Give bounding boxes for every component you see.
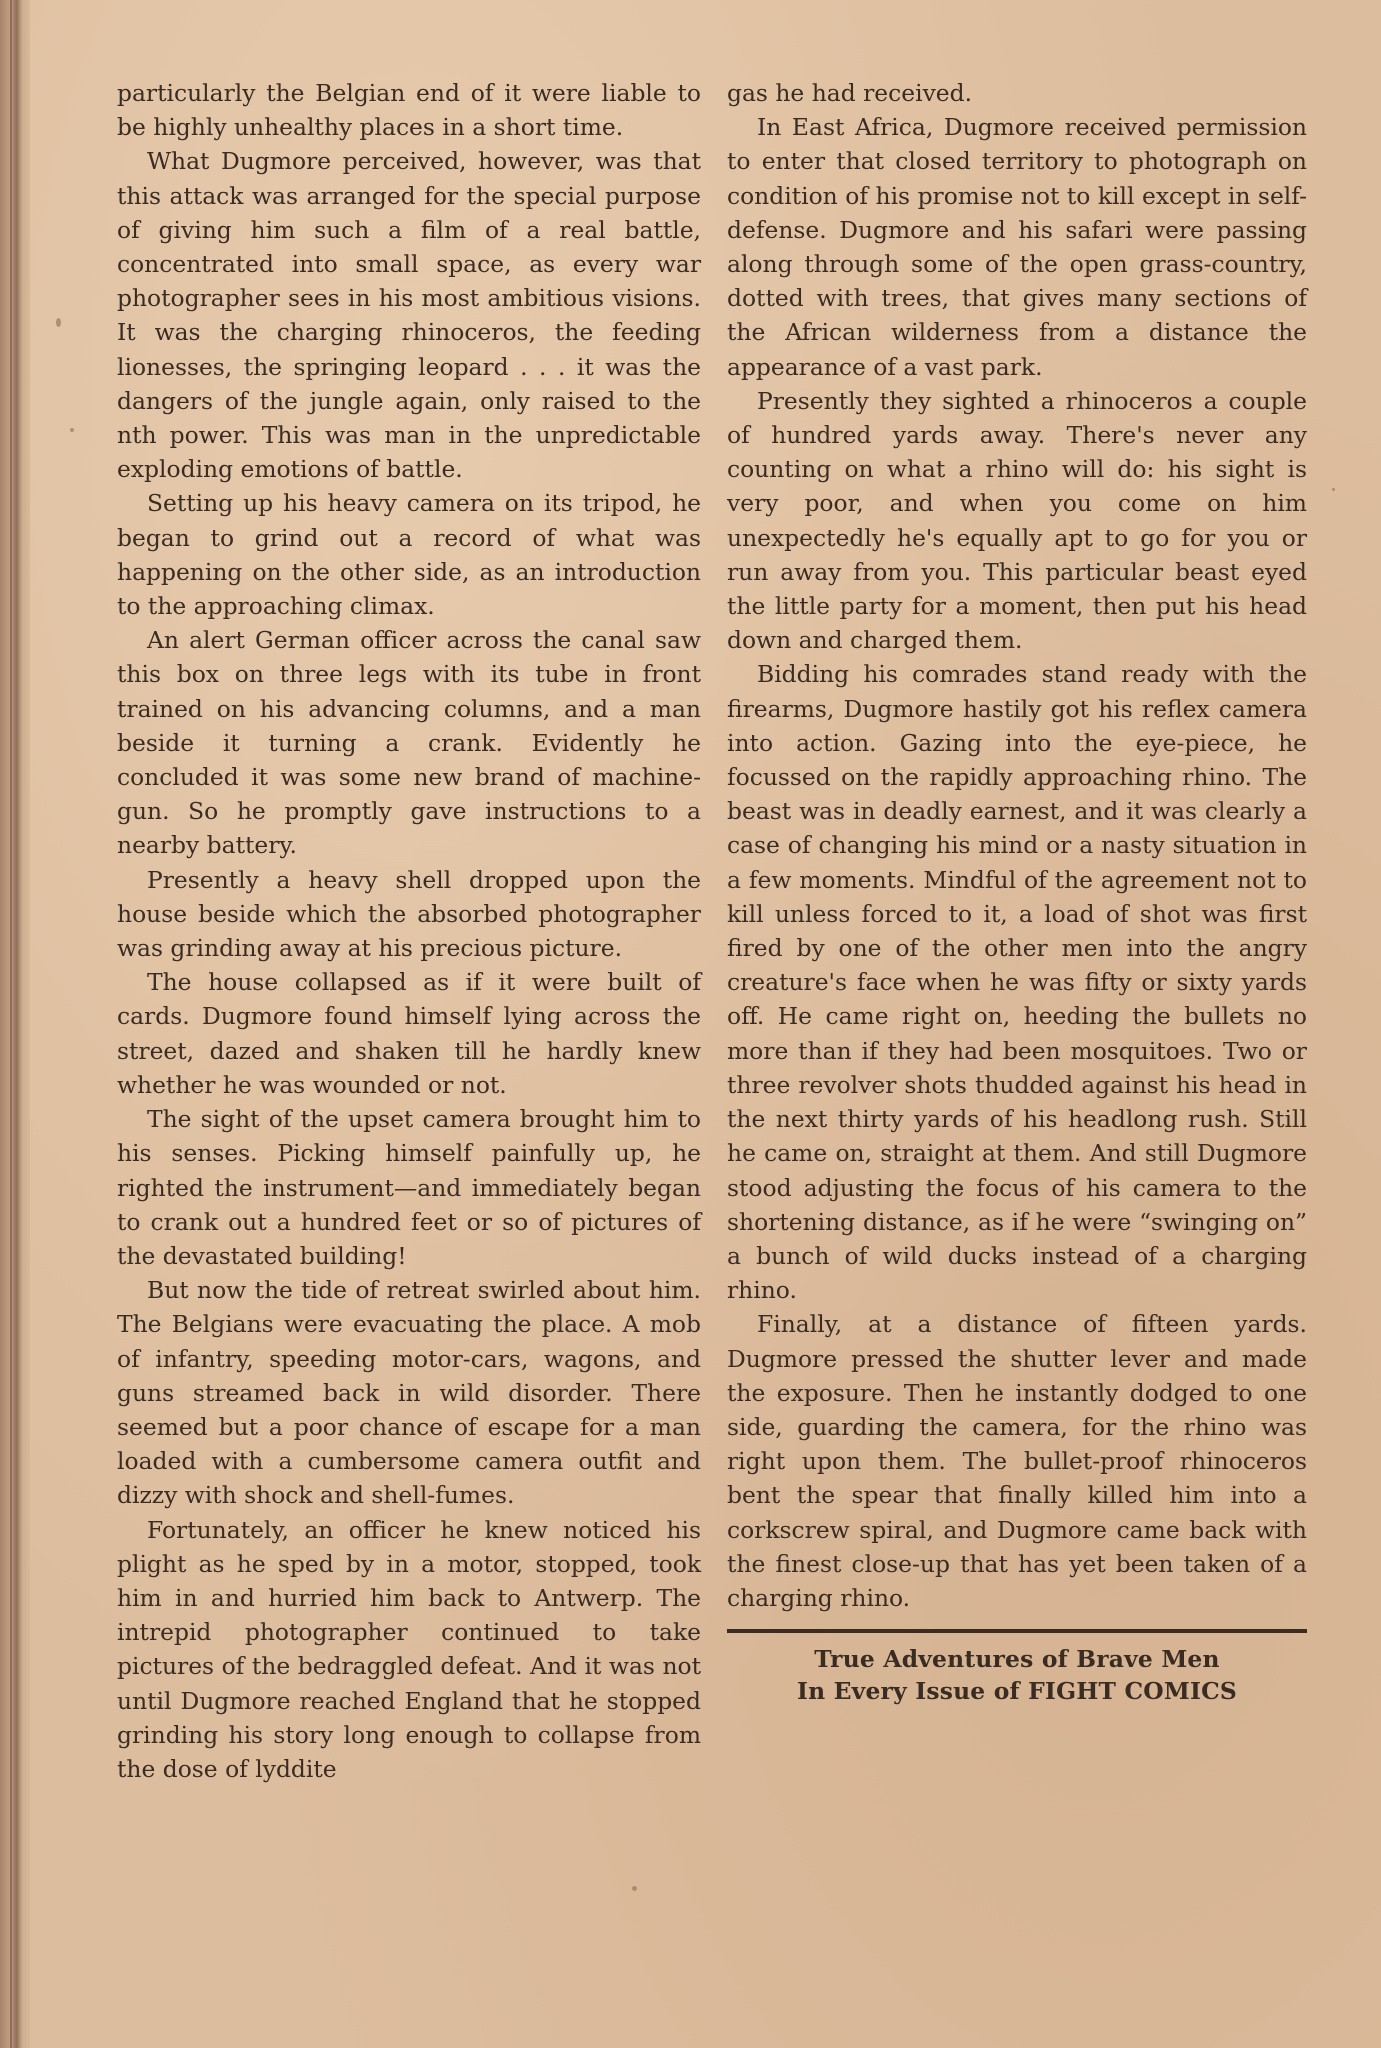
paper-speck <box>632 1886 637 1891</box>
binding-spine <box>0 0 30 2048</box>
paragraph: Fortunately, an officer he knew noticed his plight as he sped by in a motor, stopped, took him in and hurried him back to Antwerp. The intrepid photographer continued to take pictures of the bedraggled defeat. And it was not until Dugmore reached England that he stopped grinding his story long enough to collapse from the dose of lyddite <box>117 1515 701 1783</box>
paragraph: The house collapsed as if it were built of cards. Dugmore found himself lying across the street, dazed and shaken till he hardly knew whether he was wounded or not. <box>117 968 701 1099</box>
paragraph: Presently a heavy shell dropped upon the house beside which the absorbed photographer was grinding away at his precious picture. <box>117 865 701 963</box>
paragraph: Presently they sighted a rhinoceros a couple of hundred yards away. There's never any counting on what a rhino will do: his sight is very poor, and when you come on him unexpectedly he's equally apt to go for you or run away from you. This particular beast eyed the little party for a moment, then put his head down and charged them. <box>727 386 1307 655</box>
paragraph: An alert German officer across the canal saw this box on three legs with its tube in front trained on his advancing columns, and a man beside it turning a crank. Evidently he concluded it was some new brand of machine-gun. So he promptly gave instructions to a nearby battery. <box>117 626 701 860</box>
paragraph: Bidding his comrades stand ready with the firearms, Dugmore hastily got his reflex camera into action. Gazing into the eye-piece, he focussed on the rapidly approaching rhino. The beast was in deadly earnest, and it was clearly a case of changing his mind or a nasty situation in a few moments. Mindful of the agreement not to kill unless forced to it, a load of shot was first fired by one of the other men into the angry creature's face when he was fifty or sixty yards off. He came right on, heeding the bullets no more than if they had been mosquitoes. Two or three revolver shots thudded against his head in the next thirty yards of his headlong rush. Still he came on, straight at them. And still Dugmore stood adjusting the focus of his camera to the shortening distance, as if he were “swinging on” a bunch of wild ducks instead of a charging rhino. <box>727 660 1307 1305</box>
promo-box <box>727 1643 1307 1707</box>
section-rule <box>727 1629 1307 1633</box>
paragraph: Setting up his heavy camera on its tripod, he began to grind out a record of what was happening on the other side, as an introduction to the approaching climax. <box>117 489 701 621</box>
paragraph: particularly the Belgian end of it were liable to be highly unhealthy places in a short time. <box>117 79 701 142</box>
promo-line-1: True Adventures of Brave Men <box>814 1645 1220 1674</box>
paragraph: gas he had received. <box>727 79 973 107</box>
promo-line-2: In Every Issue of FIGHT COMICS <box>796 1677 1238 1706</box>
paper-speck <box>70 428 74 432</box>
paragraph: What Dugmore perceived, however, was that this attack was arranged for the special purpose of giving him such a film of a real battle, concentrated into small space, as every war photographer sees in his most ambitious visions. It was the charging rhinoceros, the feeding lionesses, the springing leopard . . . it was the dangers of the jungle again, only raised to the nth power. This was man in the unpredictable exploding emotions of battle. <box>117 147 701 484</box>
paragraph: Finally, at a distance of fifteen yards. Dugmore pressed the shutter lever and made the exposure. Then he instantly dodged to one side, guarding the camera, for the rhino was right upon them. The bullet-proof rhinoceros bent the spear that finally killed him into a corkscrew spiral, and Dugmore came back with the finest close-up that has yet been taken of a charging rhino. <box>727 1310 1307 1612</box>
paragraph: The sight of the upset camera brought him to his senses. Picking himself painfully up, he righted the instrument—and immediately began to crank out a hundred feet or so of pictures of the devastated building! <box>117 1105 701 1270</box>
paragraph: In East Africa, Dugmore received permission to enter that closed territory to photograph on condition of his promise not to kill except in self-defense. Dugmore and his safari were passing along through some of the open grass-country, dotted with trees, that gives many sections of the African wilderness from a distance the appearance of a vast park. <box>727 113 1307 381</box>
paper-speck <box>1332 488 1335 491</box>
paragraph: But now the tide of retreat swirled about him. The Belgians were evacuating the place. A mob of infantry, speeding motor-cars, wagons, and guns streamed back in wild disorder. There seemed but a poor chance of escape for a man loaded with a cumbersome camera outfit and dizzy with shock and shell-fumes. <box>117 1276 701 1510</box>
paper-speck <box>56 318 61 327</box>
right-column <box>727 76 1307 1707</box>
left-column <box>117 76 701 1786</box>
